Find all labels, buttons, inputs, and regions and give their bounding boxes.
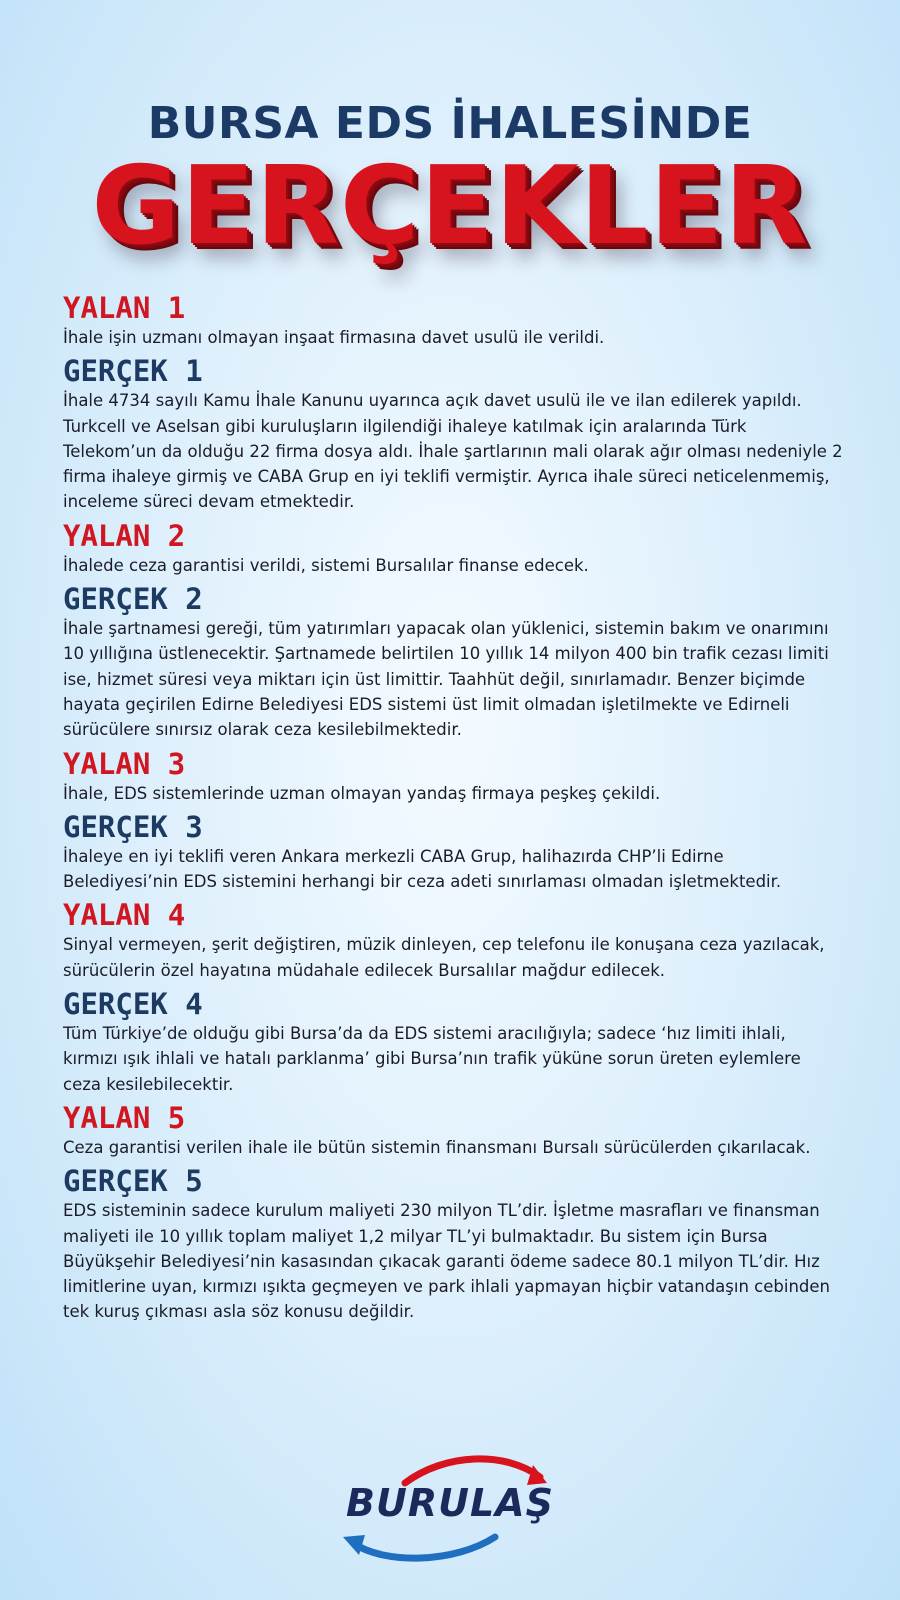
truth-block-2 (63, 583, 843, 742)
truth-title: GERÇEK 2 (63, 582, 203, 617)
truth-block-1 (63, 355, 843, 514)
lie-block-1 (63, 292, 843, 350)
lie-text: Sinyal vermeyen, şerit değiştiren, müzik dinleyen, cep telefonu ile konuşana ceza yazılacak, sürücülerin özel hayatına müdahale edilecek Bursalılar mağdur edilecek. (63, 935, 825, 980)
lie-title: YALAN 4 (63, 898, 186, 933)
lie-text: İhale işin uzmanı olmayan inşaat firmasına davet usulü ile verildi. (63, 328, 605, 347)
logo-text: BURULAŞ (346, 1481, 554, 1525)
truth-text: İhaleye en iyi teklifi veren Ankara merkezli CABA Grup, halihazırda CHP’li Edirne Belediyesi’nin EDS sistemini herhangi bir ceza adeti sınırlaması olmadan işletmektedir. (63, 846, 782, 892)
facts-list (63, 292, 843, 1330)
lie-title: YALAN 2 (63, 518, 186, 553)
lie-block-5 (63, 1102, 843, 1160)
truth-title: GERÇEK 4 (63, 987, 203, 1022)
poster-subtitle: BURSA EDS İHALESİNDE (147, 98, 753, 149)
truth-text: EDS sisteminin sadece kurulum maliyeti 230 milyon TL’dir. İşletme masrafları ve finansman maliyeti ile 10 yıllık toplam maliyet 1,2 milyar TL’yi bulmaktadır. Bu sistem için Bursa Büyükşehir Belediyesi’nin kasasından çıkacak garanti ödeme sadece 80.1 milyon TL’dir. Hız limitlerine uyan, kırmızı ışıkta geçmeyen ve park ihlali yapmayan hiçbir vatandaşın cebinden tek kuruş çıkması asla söz konusu değildir. (63, 1201, 830, 1322)
burulas-logo (335, 1455, 565, 1565)
lie-text: Ceza garantisi verilen ihale ile bütün sistemin finansmanı Bursalı sürücülerden çıkarılacak. (63, 1137, 811, 1157)
truth-text: İhale şartnamesi gereği, tüm yatırımları yapacak olan yüklenici, sistemin bakım ve onarımını 10 yıllığına üstlenecektir. Şartnamede belirtilen 10 yıllık 14 milyon 400 bin trafik cezası limiti ise, hizmet süresi veya miktarı için üst limittir. Taahhüt değil, sınırlamadır. Benzer biçimde hayata geçirilen Edirne Belediyesi EDS sistemi üst limit olmadan işletilmekte ve Edirneli sürücülere sınırsız olarak ceza kesilebilmektedir. (63, 619, 829, 740)
poster-title: GERÇEKLER (91, 144, 809, 269)
truth-text: Tüm Türkiye’de olduğu gibi Bursa’da da EDS sistemi aracılığıyla; sadece ‘hız limiti ihlali, kırmızı ışık ihlali ve hatalı parklanma’ gibi Bursa’nın trafik yüküne sorun üreten eylemlere ceza kesilebilecektir. (63, 1024, 801, 1094)
truth-title: GERÇEK 5 (63, 1164, 203, 1199)
lie-title: YALAN 1 (63, 291, 186, 325)
truth-block-3 (63, 811, 843, 895)
lie-text: İhale, EDS sistemlerinde uzman olmayan yandaş firmaya peşkeş çekildi. (63, 783, 661, 803)
truth-title: GERÇEK 3 (63, 809, 203, 844)
lie-text: İhalede ceza garantisi verildi, sistemi Bursalılar finanse edecek. (63, 555, 589, 575)
lie-block-4 (63, 899, 843, 983)
truth-title: GERÇEK 1 (63, 354, 203, 389)
truth-block-4 (63, 988, 843, 1097)
lie-title: YALAN 5 (63, 1100, 186, 1135)
lie-title: YALAN 3 (63, 746, 186, 781)
truth-text: İhale 4734 sayılı Kamu İhale Kanunu uyarınca açık davet usulü ile ve ilan edilerek yapıldı. Turkcell ve Aselsan gibi kuruluşların ilgilendiği ihaleye katılmak için aralarında Türk Telekom’un da olduğu 22 firma dosya aldı. İhale şartlarının mali olarak ağır olması nedeniyle 2 firma ihaleye girmiş ve CABA Grup en iyi teklifi vermiştir. Ayrıca ihale süreci neticelenmemiş, inceleme süreci devam etmektedir. (63, 391, 843, 512)
truth-block-5 (63, 1165, 843, 1324)
lie-block-3 (63, 748, 843, 806)
lie-block-2 (63, 520, 843, 578)
